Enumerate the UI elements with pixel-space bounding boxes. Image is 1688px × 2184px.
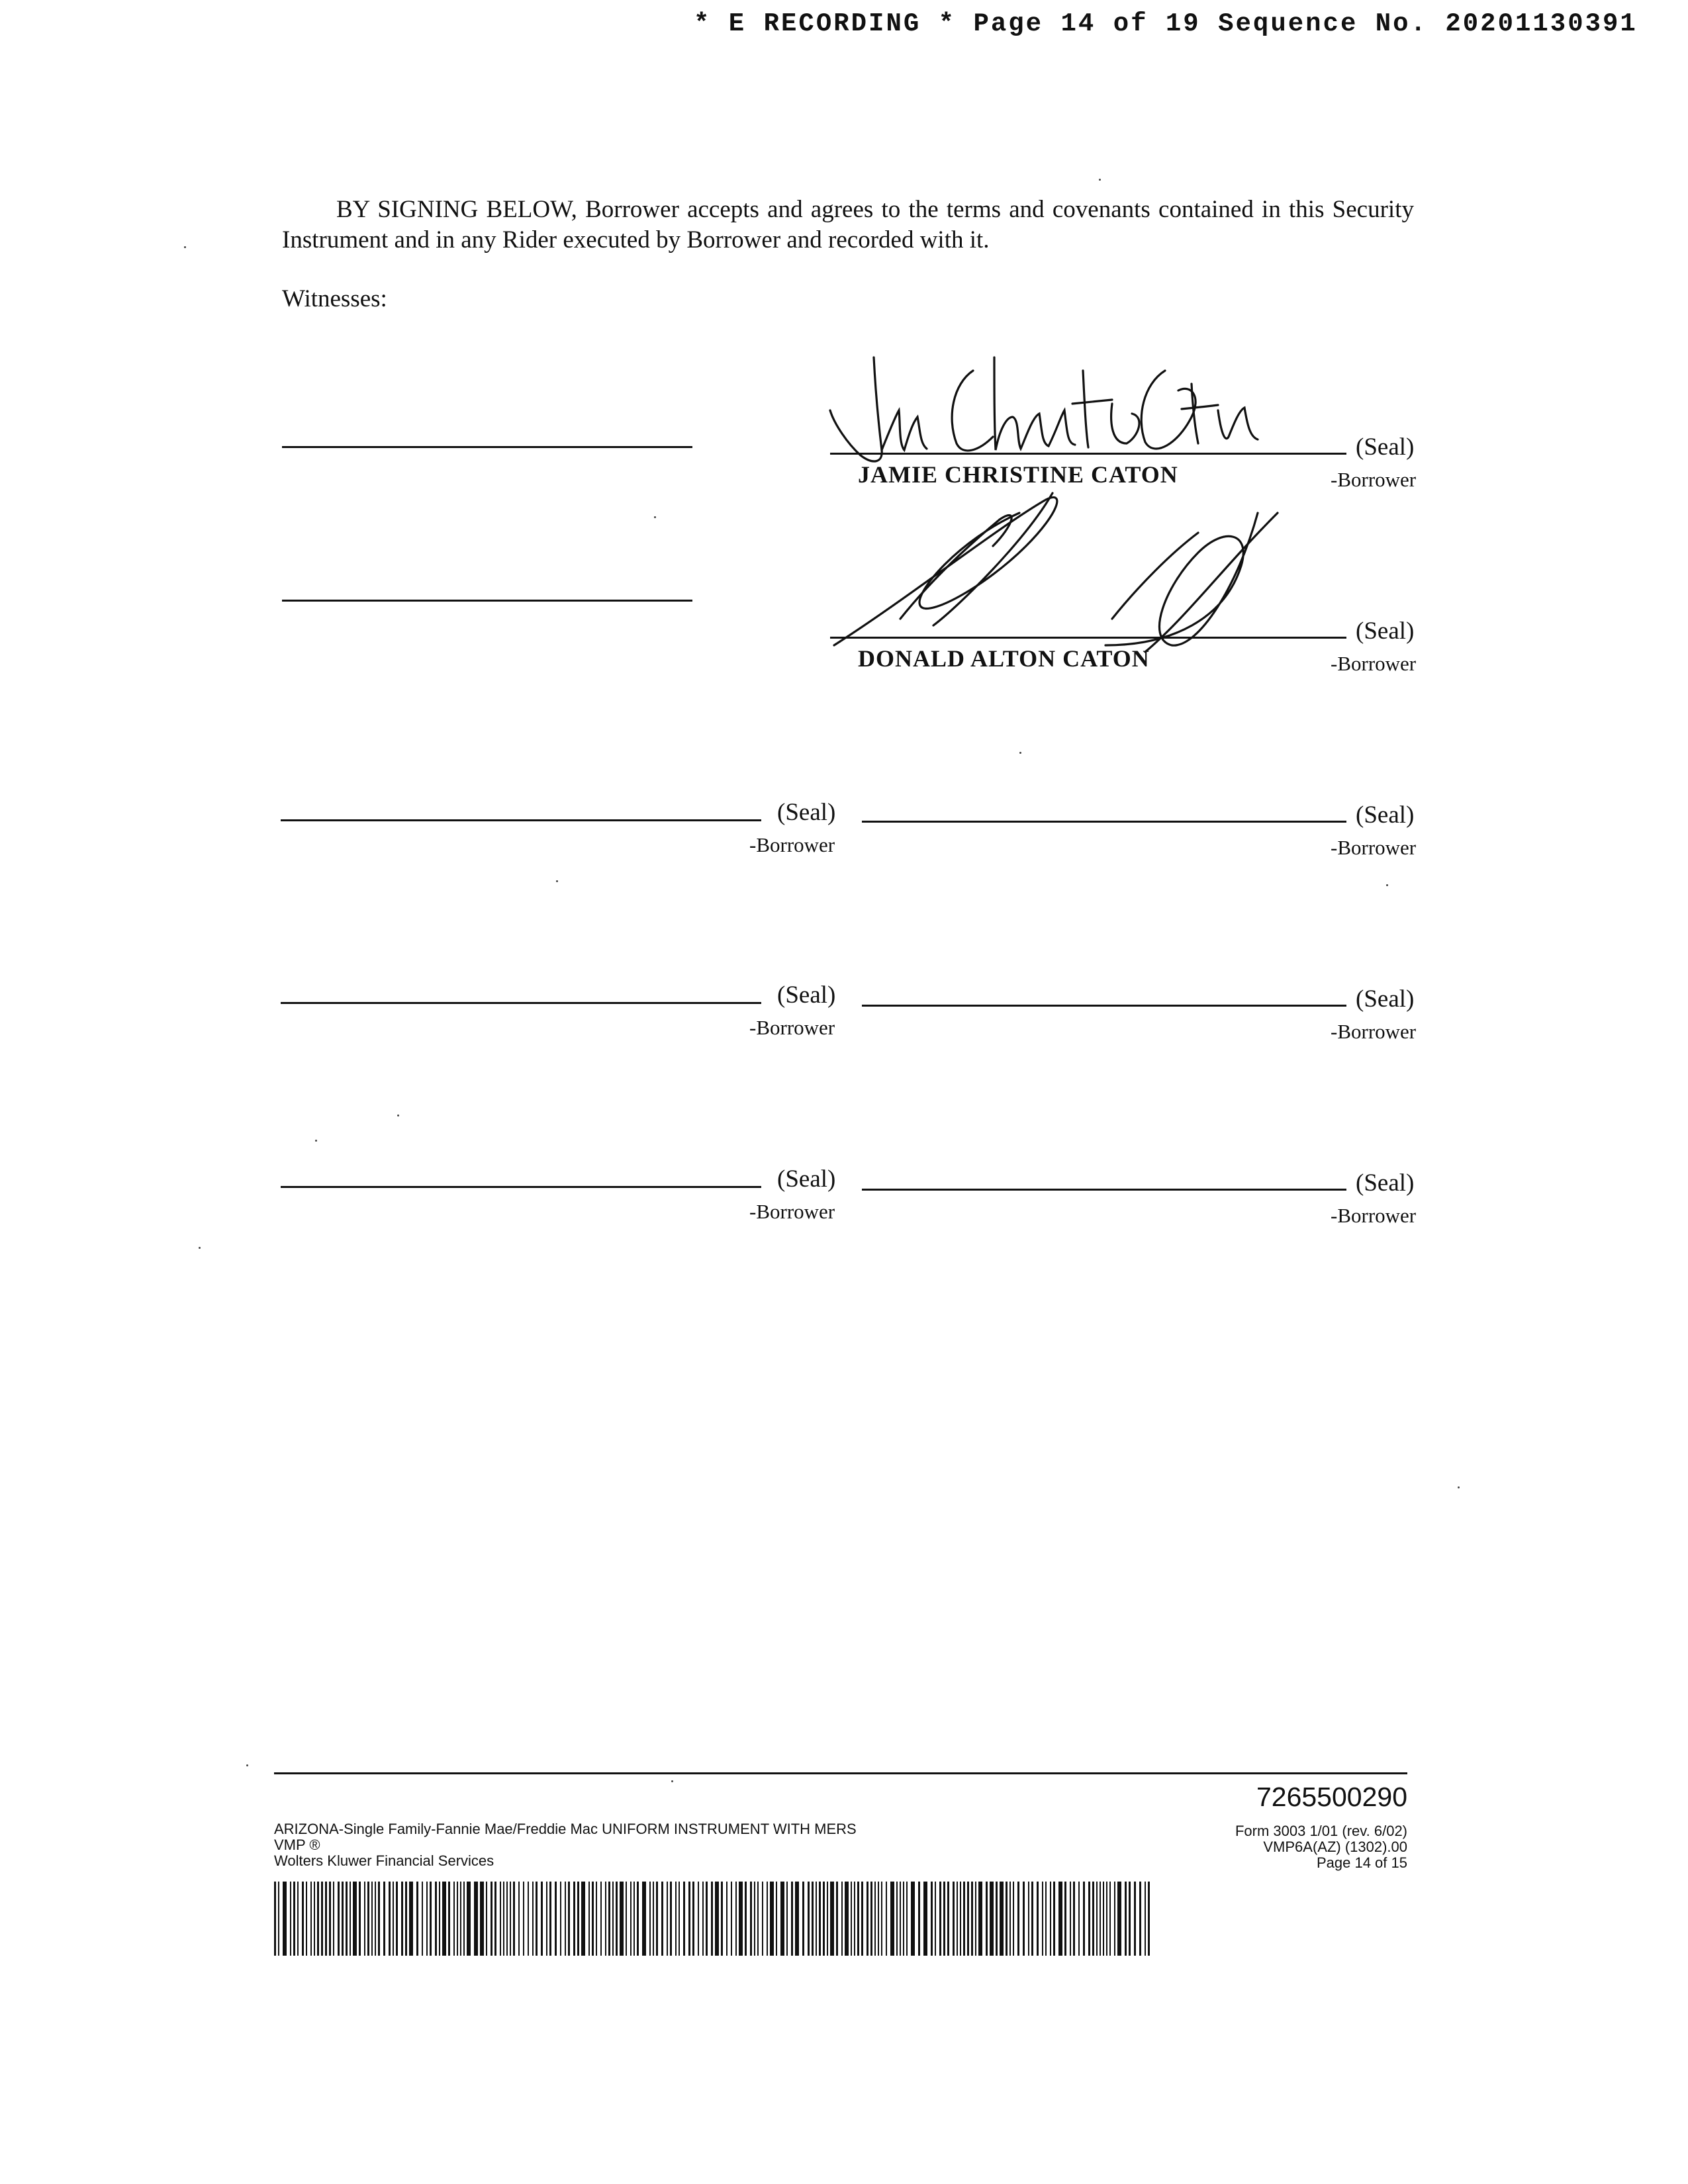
barcode-bar (870, 1882, 872, 1956)
barcode-bar (1009, 1882, 1011, 1956)
barcode-bar (1037, 1882, 1039, 1956)
scan-speck (556, 880, 558, 882)
barcode-bar (896, 1882, 898, 1956)
vmp-mark: VMP ® (274, 1837, 320, 1853)
form-title: ARIZONA-Single Family-Fannie Mae/Freddie Mac UNIFORM INSTRUMENT WITH MERS (274, 1821, 857, 1837)
barcode-bar (947, 1882, 949, 1956)
barcode-bar (1073, 1882, 1075, 1956)
barcode-bar (317, 1882, 319, 1956)
barcode-bar (735, 1882, 737, 1956)
barcode-bar (1064, 1882, 1066, 1956)
barcode-bar (1088, 1882, 1090, 1956)
barcode-bar (795, 1882, 799, 1956)
barcode-bar (453, 1882, 455, 1956)
barcode-bar (422, 1882, 423, 1956)
barcode-bar (1000, 1882, 1004, 1956)
barcode-bar (541, 1882, 543, 1956)
barcode-bar (321, 1882, 323, 1956)
form-info-right (1235, 1823, 1407, 1871)
barcode-bar (297, 1882, 299, 1956)
barcode-bar (957, 1882, 958, 1956)
barcode-bar (670, 1882, 672, 1956)
signing-statement (282, 195, 1414, 255)
barcode-bar (568, 1882, 570, 1956)
barcode-bar (675, 1882, 677, 1956)
barcode-bar (816, 1882, 817, 1956)
form-number: Form 3003 1/01 (rev. 6/02) (1235, 1823, 1407, 1839)
barcode-bar (903, 1882, 904, 1956)
barcode-bar (396, 1882, 398, 1956)
barcode-bar (486, 1882, 487, 1956)
barcode-bar (393, 1882, 394, 1956)
barcode-bar (612, 1882, 614, 1956)
blank-signature-line-left-2 (281, 1002, 761, 1004)
barcode-bar (642, 1882, 646, 1956)
barcode-bar (886, 1882, 887, 1956)
barcode-bar (1129, 1882, 1131, 1956)
barcode-bar (762, 1882, 763, 1956)
barcode-bar (555, 1882, 557, 1956)
borrower-label-left-2: -Borrower (749, 1016, 835, 1039)
barcode-bar (310, 1882, 312, 1956)
barcode-bar (383, 1882, 385, 1956)
signer-name-1: JAMIE CHRISTINE CATON (858, 461, 1178, 488)
barcode-bar (494, 1882, 496, 1956)
borrower-label-right-2: -Borrower (1331, 1020, 1417, 1043)
barcode-bar (661, 1882, 663, 1956)
barcode-bar (861, 1882, 863, 1956)
barcode-bar (943, 1882, 945, 1956)
borrower-label-left-1: -Borrower (749, 833, 835, 856)
barcode-bar (283, 1882, 287, 1956)
barcode-bar (325, 1882, 327, 1956)
barcode-bar (819, 1882, 821, 1956)
barcode-bar (329, 1882, 331, 1956)
barcode-bar (467, 1882, 471, 1956)
barcode-bar (510, 1882, 511, 1956)
barcode-bar (1028, 1882, 1029, 1956)
barcode-bar (353, 1882, 357, 1956)
barcode-bar (845, 1882, 849, 1956)
barcode-bar (1125, 1882, 1127, 1956)
borrower-label-right-1: -Borrower (1331, 836, 1417, 859)
barcode-bar (881, 1882, 882, 1956)
barcode-bar (854, 1882, 855, 1956)
barcode-bar (967, 1882, 969, 1956)
barcode-bar (726, 1882, 727, 1956)
blank-signature-line-right-2 (862, 1005, 1346, 1007)
witnesses-label: Witnesses: (282, 285, 387, 312)
barcode-bar (851, 1882, 852, 1956)
barcode-bar (630, 1882, 632, 1956)
barcode-bar (867, 1882, 868, 1956)
barcode-bar (808, 1882, 810, 1956)
barcode-bar (656, 1882, 658, 1956)
barcode-bar (549, 1882, 551, 1956)
barcode-bar (442, 1882, 446, 1956)
barcode-bar (359, 1882, 361, 1956)
barcode-bar (448, 1882, 450, 1956)
barcode-bar (688, 1882, 690, 1956)
barcode-bar (626, 1882, 627, 1956)
barcode-bar (857, 1882, 859, 1956)
barcode-bar (802, 1882, 804, 1956)
page-label: Page 14 of 15 (1316, 1854, 1407, 1871)
barcode-bar (463, 1882, 465, 1956)
seal-label-right-1: (Seal) (1356, 801, 1415, 829)
seal-label-1: (Seal) (1356, 433, 1415, 461)
scan-speck (246, 1764, 248, 1766)
scan-speck (397, 1115, 399, 1116)
barcode-bar (401, 1882, 403, 1956)
loan-number: 7265500290 (1256, 1782, 1407, 1812)
barcode-bar (560, 1882, 561, 1956)
barcode-bar (306, 1882, 307, 1956)
barcode-bar (620, 1882, 624, 1956)
barcode-bar (698, 1882, 699, 1956)
barcode-bar (491, 1882, 492, 1956)
barcode-bar (577, 1882, 579, 1956)
signer-name-2: DONALD ALTON CATON (858, 645, 1150, 672)
barcode-bar (523, 1882, 524, 1956)
barcode-bar (963, 1882, 965, 1956)
witness-line-1 (282, 446, 692, 448)
barcode-bar (836, 1882, 838, 1956)
blank-signature-line-right-1 (862, 821, 1346, 823)
barcode-bar (960, 1882, 961, 1956)
barcode-bar (711, 1882, 713, 1956)
barcode-bar (890, 1882, 894, 1956)
barcode-bar (754, 1882, 755, 1956)
barcode-bar (1100, 1882, 1101, 1956)
barcode-bar (375, 1882, 376, 1956)
barcode-bar (786, 1882, 788, 1956)
barcode-bar (931, 1882, 933, 1956)
barcode-bar (745, 1882, 747, 1956)
barcode-bar (1083, 1882, 1085, 1956)
barcode-bar (1070, 1882, 1071, 1956)
barcode-bar (823, 1882, 825, 1956)
barcode-bar (302, 1882, 304, 1956)
barcode-bar (918, 1882, 920, 1956)
barcode-bar (573, 1882, 575, 1956)
barcode-bar (731, 1882, 732, 1956)
barcode-bar (338, 1882, 340, 1956)
barcode-bar (1078, 1882, 1080, 1956)
signing-statement-text: BY SIGNING BELOW, Borrower accepts and agrees to the terms and covenants contained in this Security Instrument and in any Rider executed by Borrower and recorded with it. (282, 196, 1414, 253)
scan-speck (671, 1780, 673, 1782)
barcode-bar (513, 1882, 515, 1956)
barcode-bar (633, 1882, 635, 1956)
barcode-bar (986, 1882, 988, 1956)
barcode-bar (592, 1882, 594, 1956)
signature-donald-caton (827, 486, 1284, 659)
barcode-bar (1013, 1882, 1014, 1956)
barcode-bar (715, 1882, 719, 1956)
barcode-bar (416, 1882, 418, 1956)
scan-speck (184, 246, 186, 248)
barcode-bar (293, 1882, 295, 1956)
barcode-bar (791, 1882, 793, 1956)
barcode-bar (757, 1882, 759, 1956)
barcode-bar (460, 1882, 461, 1956)
barcode-bar (971, 1882, 973, 1956)
barcode-bar (480, 1882, 484, 1956)
barcode-bar (900, 1882, 901, 1956)
barcode-bar (546, 1882, 547, 1956)
barcode-bar (767, 1882, 768, 1956)
barcode-bar (1103, 1882, 1104, 1956)
publisher: Wolters Kluwer Financial Services (274, 1852, 494, 1869)
barcode-bar (1092, 1882, 1094, 1956)
barcode-bar (706, 1882, 708, 1956)
barcode-bar (503, 1882, 504, 1956)
barcode-bar (426, 1882, 428, 1956)
barcode-bar (314, 1882, 315, 1956)
barcode-bar (588, 1882, 590, 1956)
barcode-bar (333, 1882, 334, 1956)
barcode-bar (990, 1882, 994, 1956)
scan-speck (315, 1140, 317, 1142)
barcode-bar (616, 1882, 618, 1956)
blank-signature-line-left-1 (281, 819, 761, 821)
barcode-bar (874, 1882, 876, 1956)
barcode-bar (435, 1882, 437, 1956)
blank-signature-line-right-3 (862, 1189, 1346, 1191)
signature-jamie-caton (821, 344, 1278, 477)
barcode-bar (1006, 1882, 1008, 1956)
barcode-bar (953, 1882, 955, 1956)
signature-line-2 (830, 637, 1346, 639)
barcode-bar (1096, 1882, 1098, 1956)
barcode-bar (500, 1882, 501, 1956)
barcode-bar (1017, 1882, 1019, 1956)
barcode-bar (274, 1882, 276, 1956)
signature-line-1 (830, 453, 1346, 455)
barcode-bar (605, 1882, 606, 1956)
scan-speck (1099, 179, 1101, 181)
barcode-bar (536, 1882, 538, 1956)
barcode-bar (878, 1882, 879, 1956)
barcode-bar (342, 1882, 344, 1956)
barcode-bar (827, 1882, 828, 1956)
scan-speck (1386, 884, 1388, 886)
borrower-label-2: -Borrower (1331, 652, 1417, 675)
barcode-bar (637, 1882, 639, 1956)
seal-label-right-3: (Seal) (1356, 1169, 1415, 1197)
barcode-bar (1145, 1882, 1146, 1956)
barcode-bar (721, 1882, 723, 1956)
barcode-bar (367, 1882, 369, 1956)
barcode-bar (1045, 1882, 1047, 1956)
barcode-bar (1114, 1882, 1115, 1956)
barcode-bar (679, 1882, 680, 1956)
barcode-bar (1058, 1882, 1062, 1956)
barcode-bar (1148, 1882, 1150, 1956)
barcode-bar (996, 1882, 998, 1956)
barcode-bar (528, 1882, 529, 1956)
scan-speck (199, 1247, 201, 1249)
barcode-bar (770, 1882, 774, 1956)
barcode-bar (409, 1882, 413, 1956)
barcode-bar (1106, 1882, 1107, 1956)
barcode-bar (1139, 1882, 1141, 1956)
barcode (274, 1882, 1151, 1956)
barcode-bar (371, 1882, 373, 1956)
barcode-bar (1042, 1882, 1043, 1956)
footer-rule (274, 1772, 1407, 1774)
barcode-bar (830, 1882, 834, 1956)
form-code: VMP6A(AZ) (1302).00 (1263, 1839, 1407, 1855)
borrower-label-left-3: -Borrower (749, 1200, 835, 1223)
barcode-bar (692, 1882, 694, 1956)
barcode-bar (405, 1882, 407, 1956)
barcode-bar (290, 1882, 291, 1956)
barcode-bar (923, 1882, 927, 1956)
barcode-bar (581, 1882, 585, 1956)
barcode-bar (776, 1882, 777, 1956)
barcode-bar (653, 1882, 654, 1956)
barcode-bar (518, 1882, 520, 1956)
barcode-bar (1050, 1882, 1051, 1956)
barcode-bar (939, 1882, 941, 1956)
seal-label-2: (Seal) (1356, 617, 1415, 645)
barcode-bar (935, 1882, 936, 1956)
seal-label-right-2: (Seal) (1356, 985, 1415, 1013)
barcode-bar (683, 1882, 685, 1956)
barcode-bar (532, 1882, 534, 1956)
barcode-bar (649, 1882, 651, 1956)
barcode-bar (911, 1882, 915, 1956)
barcode-bar (975, 1882, 976, 1956)
barcode-bar (474, 1882, 478, 1956)
scan-speck (1019, 752, 1021, 754)
barcode-bar (739, 1882, 743, 1956)
form-info-left (274, 1821, 857, 1869)
barcode-bar (565, 1882, 566, 1956)
barcode-bar (439, 1882, 440, 1956)
barcode-bar (1134, 1882, 1136, 1956)
blank-signature-line-left-3 (281, 1186, 761, 1188)
barcode-bar (841, 1882, 843, 1956)
barcode-bar (702, 1882, 704, 1956)
borrower-label-1: -Borrower (1331, 468, 1417, 491)
barcode-bar (608, 1882, 610, 1956)
barcode-bar (596, 1882, 597, 1956)
barcode-bar (906, 1882, 908, 1956)
seal-label-left-2: (Seal) (777, 981, 836, 1009)
scan-speck (654, 516, 656, 518)
barcode-bar (430, 1882, 432, 1956)
recording-header: * E RECORDING * Page 14 of 19 Sequence No. 20201130391 (694, 9, 1638, 38)
barcode-bar (812, 1882, 814, 1956)
barcode-bar (600, 1882, 602, 1956)
barcode-bar (780, 1882, 784, 1956)
seal-label-left-1: (Seal) (777, 799, 836, 826)
barcode-bar (750, 1882, 752, 1956)
witness-line-2 (282, 600, 692, 602)
seal-label-left-3: (Seal) (777, 1165, 836, 1193)
barcode-bar (457, 1882, 458, 1956)
barcode-bar (278, 1882, 279, 1956)
barcode-bar (506, 1882, 508, 1956)
barcode-bar (346, 1882, 348, 1956)
barcode-bar (378, 1882, 380, 1956)
barcode-bar (978, 1882, 982, 1956)
barcode-bar (364, 1882, 365, 1956)
barcode-bar (350, 1882, 351, 1956)
barcode-bar (389, 1882, 391, 1956)
barcode-bar (1031, 1882, 1033, 1956)
barcode-bar (1023, 1882, 1025, 1956)
barcode-bar (1053, 1882, 1055, 1956)
barcode-bar (667, 1882, 668, 1956)
borrower-label-right-3: -Borrower (1331, 1204, 1417, 1227)
scan-speck (1458, 1486, 1460, 1488)
barcode-bar (1117, 1882, 1121, 1956)
barcode-bar (1109, 1882, 1111, 1956)
